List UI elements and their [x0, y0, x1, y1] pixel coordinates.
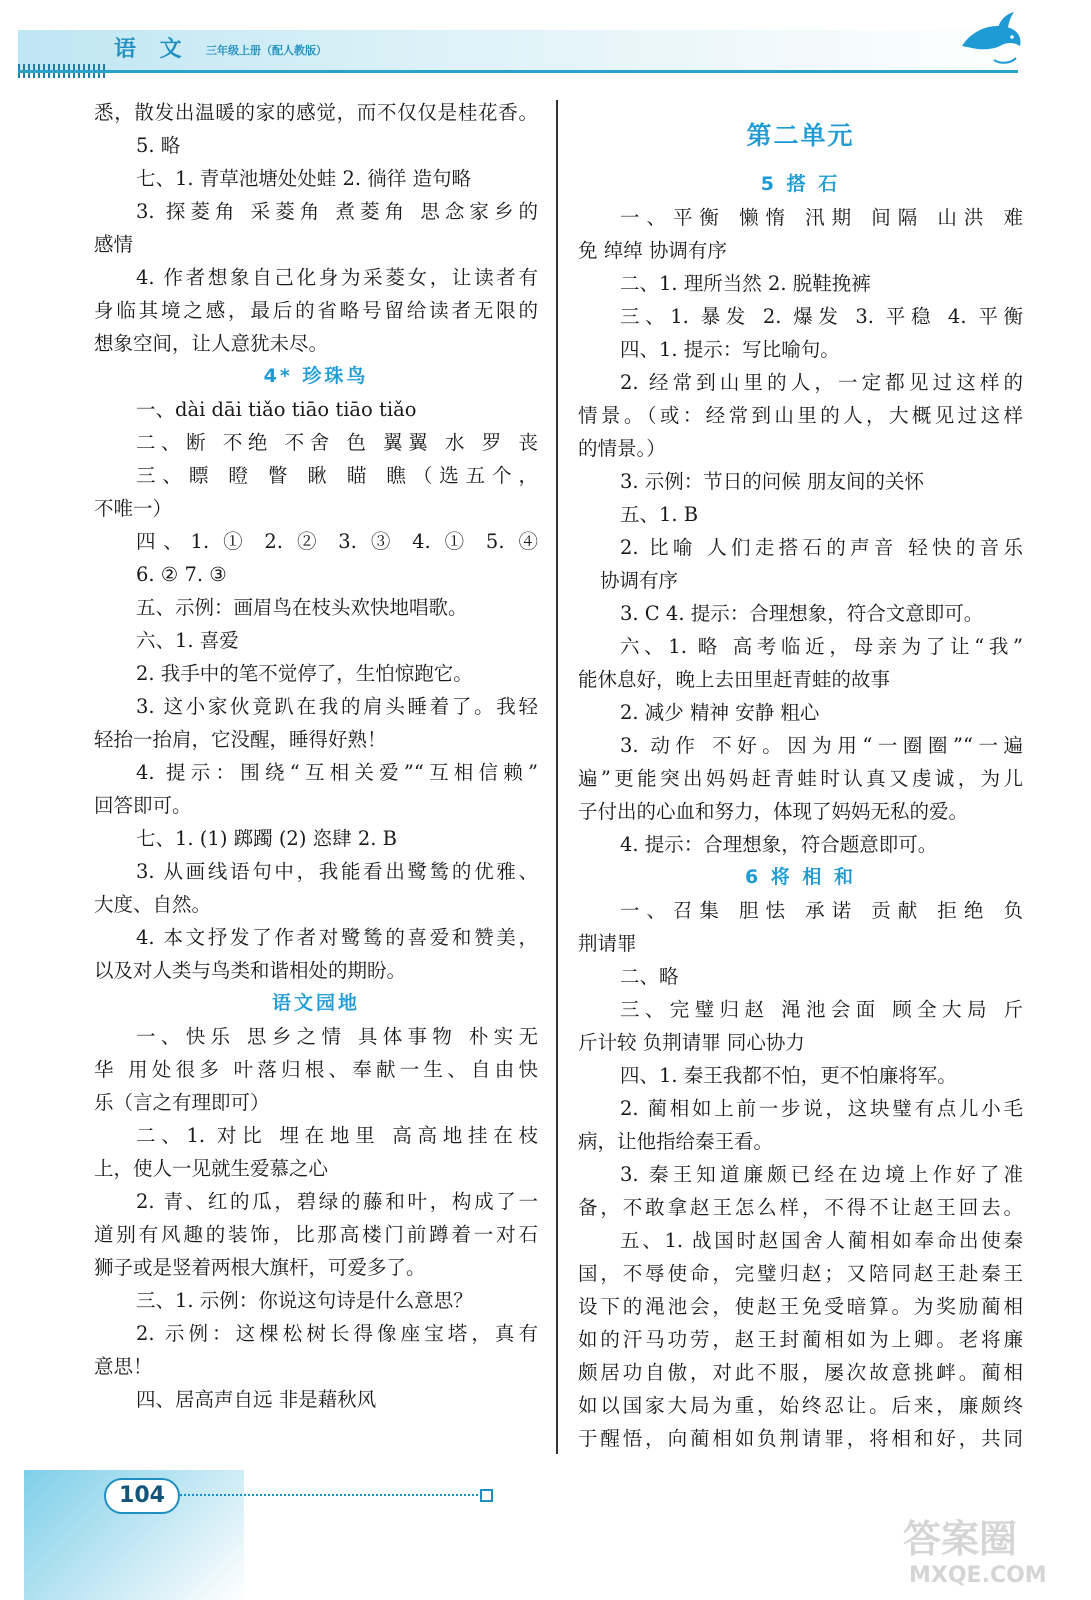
page-header: [0, 0, 1091, 84]
text-line: 情景。（或：经常到山里的人，大概见过这样: [578, 404, 1023, 427]
text-line: 子付出的心血和努力，体现了妈妈无私的爱。: [578, 800, 969, 823]
footer-dotted-rule: [180, 1494, 478, 1496]
text-line: 三、完璧归赵 渑池会面 顾全大局 斤: [620, 998, 1023, 1021]
text-line: 回答即可。: [94, 794, 192, 817]
text-line: 3. C 4. 提示：合理想象，符合文意即可。: [620, 602, 984, 625]
text-line: 4. 提示：围绕“互相关爱”“互相信赖”: [136, 761, 538, 784]
text-line: 四、1. 提示：写比喻句。: [620, 338, 840, 361]
section-heading: 语文园地: [271, 992, 360, 1014]
watermark-title: 答案圈: [903, 1517, 1018, 1561]
text-line: 3. 这小家伙竟趴在我的肩头睡着了。我轻: [136, 695, 538, 718]
text-line: 3. 探菱角 采菱角 煮菱角 思念家乡的: [136, 200, 538, 223]
page-number: 104: [104, 1478, 180, 1514]
text-line: 三、1. 示例：你说这句诗是什么意思？: [136, 1289, 473, 1312]
text-line: 备，不敢拿赵王怎么样，不得不让赵王回去。: [578, 1196, 1023, 1219]
text-line: 想象空间，让人意犹未尽。: [94, 332, 329, 355]
footer-square-marker: [480, 1489, 493, 1502]
text-line: 道别有风趣的装饰，比那高楼门前蹲着一对石: [94, 1223, 538, 1246]
text-line: 狮子或是竖着两根大旗杆，可爱多了。: [94, 1256, 426, 1279]
text-line: 二、1. 理所当然 2. 脱鞋挽裤: [620, 272, 871, 295]
text-line: 二、略: [620, 965, 679, 988]
text-line: 二、1. 对比 埋在地里 高高地挂在枝: [136, 1124, 538, 1147]
text-line: 乐（言之有理即可）: [94, 1091, 270, 1114]
text-line: 病，让他指给秦王看。: [578, 1130, 774, 1153]
text-line: 感情: [94, 233, 134, 256]
text-line: 轻抬一抬肩，它没醒，睡得好熟！: [94, 728, 387, 751]
section-heading: 5 搭 石: [760, 173, 841, 195]
text-line: 四、1. 秦王我都不怕，更不怕廉将军。: [620, 1064, 957, 1087]
text-line: 6. ② 7. ③: [136, 563, 227, 586]
text-line: 2. 减少 精神 安静 粗心: [620, 701, 820, 724]
text-line: 四、1. ① 2. ② 3. ③ 4. ① 5. ④: [136, 530, 538, 553]
text-line: 4. 提示：合理想象，符合题意即可。: [620, 833, 938, 856]
watermark-url: MXQE.COM: [909, 1563, 1047, 1588]
text-line: 协调有序: [600, 569, 679, 592]
text-line: 意思！: [94, 1355, 153, 1378]
text-line: 二、断 不绝 不舍 色 翼翼 水 罗 丧: [136, 431, 538, 454]
right-column: [578, 96, 1023, 1455]
text-line: 五、1. 战国时赵国舍人蔺相如奉命出使秦: [620, 1229, 1023, 1252]
text-line: 华 用处很多 叶落归根、奉献一生、自由快: [94, 1058, 538, 1081]
text-line: 遍”更能突出妈妈赶青蛙时认真又虔诚，为儿: [578, 767, 1023, 790]
text-line: 免 绰绰 协调有序: [578, 239, 727, 262]
text-line: 设下的渑池会，使赵王免受暗算。为奖励蔺相: [578, 1295, 1023, 1318]
section-heading: 6 将 相 和: [744, 866, 857, 888]
text-line: 能休息好，晚上去田里赶青蛙的故事: [578, 668, 891, 691]
text-line: 3. 动作 不好。因为用“一圈圈”“一遍: [620, 734, 1023, 757]
text-line: 4. 本文抒发了作者对鹭鸶的喜爱和赞美，: [136, 926, 538, 949]
text-line: 五、示例：画眉鸟在枝头欢快地唱歌。: [136, 596, 468, 619]
left-column: [94, 96, 538, 1416]
text-line: 身临其境之感，最后的省略号留给读者无限的: [94, 299, 538, 322]
unit-title: 第二单元: [746, 121, 855, 150]
text-line: 三、1. 暴发 2. 爆发 3. 平稳 4. 平衡: [620, 305, 1023, 328]
text-line: 5. 略: [136, 134, 181, 157]
text-line: 于醒悟，向蔺相如负荆请罪，将相和好，共同: [578, 1427, 1023, 1450]
text-line: 如以国家大局为重，始终忍让。后来，廉颇终: [578, 1394, 1023, 1417]
header-rule: [18, 70, 1018, 73]
text-line: 以及对人类与鸟类和谐相处的期盼。: [94, 959, 407, 982]
text-line: 上，使人一见就生爱慕之心: [94, 1157, 329, 1180]
subject-title: 语 文: [114, 36, 190, 62]
text-line: 4. 作者想象自己化身为采菱女，让读者有: [136, 266, 538, 289]
text-line: 六、1. 喜爱: [136, 629, 239, 652]
text-line: 2. 蔺相如上前一步说，这块璧有点儿小毛: [620, 1097, 1023, 1120]
text-line: 2. 比喻 人们走搭石的声音 轻快的音乐: [620, 536, 1023, 559]
text-line: 七、1. (1) 踯躅 (2) 恣肆 2. B: [136, 827, 397, 850]
watermark-logo: [895, 1508, 1065, 1588]
section-heading: 4* 珍珠鸟: [263, 365, 369, 387]
text-line: 悉，散发出温暖的家的感觉，而不仅仅是桂花香。: [94, 101, 538, 124]
column-divider: [556, 100, 558, 1454]
text-line: 斤计较 负荆请罪 同心协力: [578, 1031, 805, 1054]
text-line: 五、1. B: [620, 503, 699, 526]
text-line: 七、1. 青草池塘处处蛙 2. 徜徉 造句略: [136, 167, 472, 190]
text-line: 六、1. 略 高考临近，母亲为了让“我”: [620, 635, 1023, 658]
text-line: 一、快乐 思乡之情 具体事物 朴实无: [136, 1025, 538, 1048]
dolphin-logo-icon: [958, 8, 1028, 68]
text-line: 一、召集 胆怯 承诺 贡献 拒绝 负: [620, 899, 1023, 922]
text-line: 不唯一）: [94, 497, 173, 520]
text-line: 的情景。）: [578, 437, 666, 460]
text-line: 3. 示例：节日的问候 朋友间的关怀: [620, 470, 925, 493]
text-line: 2. 示例：这棵松树长得像座宝塔，真有: [136, 1322, 538, 1345]
text-line: 四、居高声自远 非是藉秋风: [136, 1388, 377, 1411]
text-line: 2. 经常到山里的人，一定都见过这样的: [620, 371, 1023, 394]
text-line: 如的汗马功劳，赵王封蔺相如为上卿。老将廉: [578, 1328, 1023, 1351]
text-line: 一、平衡 懒惰 汛期 间隔 山洪 难: [620, 206, 1023, 229]
text-line: 三、瞟 瞪 瞥 瞅 瞄 瞧（选五个，: [136, 464, 538, 487]
text-line: 国，不辱使命，完璧归赵；又陪同赵王赴秦王: [578, 1262, 1023, 1285]
grade-label: 三年级上册（配人教版）: [206, 44, 327, 57]
text-line: 2. 青、红的瓜，碧绿的藤和叶，构成了一: [136, 1190, 538, 1213]
text-line: 荆请罪: [578, 932, 637, 955]
text-line: 颇居功自傲，对此不服，屡次故意挑衅。蔺相: [578, 1361, 1023, 1384]
text-line: 3. 秦王知道廉颇已经在边境上作好了准: [620, 1163, 1023, 1186]
text-line: 一、dài dāi tiǎo tiāo tiāo tiǎo: [136, 398, 417, 421]
text-line: 3. 从画线语句中，我能看出鹭鸶的优雅、: [136, 860, 538, 883]
text-line: 大度、自然。: [94, 893, 212, 916]
text-line: 2. 我手中的笔不觉停了，生怕惊跑它。: [136, 662, 473, 685]
